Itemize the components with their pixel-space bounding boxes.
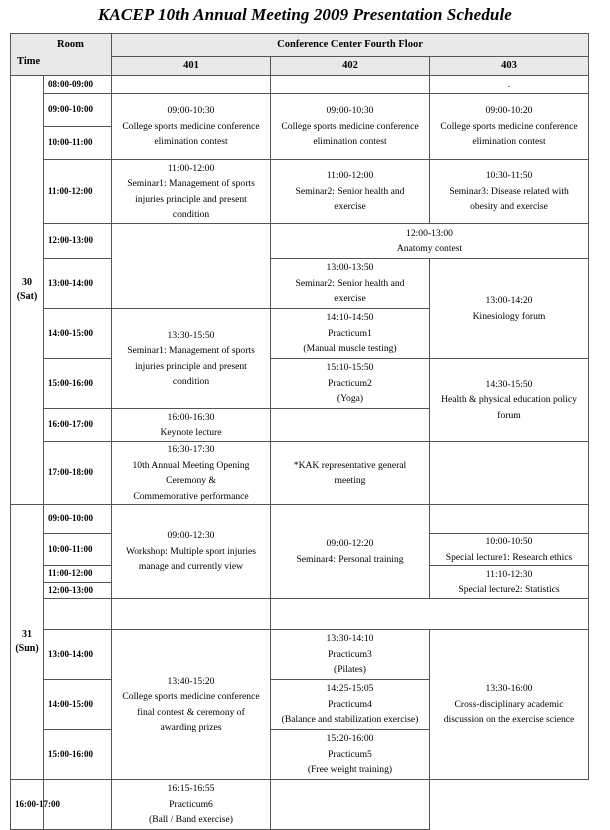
floor-header: Conference Center Fourth Floor bbox=[112, 34, 589, 57]
session-title: College sports medicine conference bbox=[122, 120, 260, 132]
session-cell bbox=[271, 94, 430, 160]
session-title: elimination contest bbox=[472, 136, 546, 148]
session-time: 14:30-15:50 bbox=[485, 378, 533, 390]
session-time: 14:25-15:05 bbox=[326, 683, 374, 695]
empty-cell bbox=[112, 76, 271, 94]
session-time: 13:30-16:00 bbox=[485, 683, 533, 695]
session-cell bbox=[430, 359, 589, 442]
session-cell bbox=[112, 505, 271, 599]
session-title: (Free weight training) bbox=[307, 764, 393, 776]
session-title: Practicum2 bbox=[328, 377, 372, 389]
time-slot: 17:00-18:00 bbox=[44, 442, 112, 505]
session-title: injuries principle and present bbox=[135, 360, 247, 372]
session-title: Kinesiology forum bbox=[472, 310, 546, 322]
session-title: condition bbox=[172, 376, 210, 387]
empty-cell bbox=[271, 599, 589, 630]
session-cell bbox=[271, 630, 430, 680]
session-title: obesity and exercise bbox=[470, 201, 548, 213]
empty-cell bbox=[271, 409, 430, 442]
time-slot: 10:00-11:00 bbox=[44, 534, 112, 566]
session-title: Special lecture2: Statistics bbox=[458, 584, 560, 595]
time-slot: 09:00-10:00 bbox=[44, 94, 112, 127]
session-cell bbox=[430, 534, 589, 566]
session-time: 15:20-16:00 bbox=[326, 733, 374, 745]
empty-cell bbox=[430, 505, 589, 534]
room-header: Room bbox=[57, 39, 84, 50]
header-corner bbox=[11, 34, 112, 76]
session-title: meeting bbox=[334, 475, 366, 486]
time-slot: 11:00-12:00 bbox=[44, 160, 112, 224]
room-402-header: 402 bbox=[271, 57, 430, 76]
session-time: 16:00-16:30 bbox=[167, 411, 215, 423]
session-time: 13:00-13:50 bbox=[326, 262, 374, 274]
session-cell bbox=[271, 224, 589, 259]
session-title: forum bbox=[497, 409, 521, 421]
session-title: Special lecture1: Research ethics bbox=[445, 551, 573, 563]
session-title: injuries principle and present bbox=[135, 193, 247, 205]
session-time: 14:10-14:50 bbox=[326, 312, 374, 324]
session-time: 09:00-12:20 bbox=[326, 538, 374, 549]
session-title: College sports medicine conference bbox=[122, 691, 260, 702]
empty-cell bbox=[430, 442, 589, 505]
session-title: exercise bbox=[334, 293, 366, 305]
session-title: (Pilates) bbox=[334, 664, 366, 676]
session-time: 09:00-10:30 bbox=[326, 105, 374, 117]
session-title: Practicum4 bbox=[328, 698, 372, 710]
session-time: 09:00-12:30 bbox=[167, 530, 215, 542]
time-slot: 13:00-14:00 bbox=[44, 630, 112, 680]
session-title: Practicum5 bbox=[328, 748, 372, 760]
session-title: (Balance and stabilization exercise) bbox=[281, 714, 419, 726]
session-cell bbox=[430, 259, 589, 359]
session-time: 12:00-13:00 bbox=[406, 227, 453, 239]
time-slot: 14:00-15:00 bbox=[44, 309, 112, 359]
session-time: 13:30-14:10 bbox=[326, 633, 374, 645]
day-number: 31 bbox=[22, 629, 32, 640]
session-title: condition bbox=[172, 209, 210, 220]
session-title: College sports medicine conference bbox=[281, 120, 419, 132]
session-title: College sports medicine conference bbox=[440, 120, 578, 132]
session-cell bbox=[271, 730, 430, 780]
session-title: Seminar3: Disease related with bbox=[449, 185, 569, 197]
empty-cell bbox=[271, 76, 430, 94]
session-title: Seminar2: Senior health and bbox=[295, 277, 405, 289]
session-title: elimination contest bbox=[154, 136, 228, 148]
day-sat bbox=[11, 76, 44, 505]
session-time: 16:30-17:30 bbox=[167, 444, 215, 455]
session-time: 09:00-10:20 bbox=[485, 105, 533, 117]
session-title: awarding prizes bbox=[160, 722, 222, 733]
time-slot: 15:00-16:00 bbox=[44, 730, 112, 780]
session-title: (Ball / Band exercise) bbox=[149, 814, 233, 826]
session-title: Seminar2: Senior health and bbox=[295, 185, 405, 197]
session-cell bbox=[112, 442, 271, 505]
session-title: exercise bbox=[334, 201, 366, 213]
schedule-table bbox=[10, 33, 589, 830]
session-title: (Yoga) bbox=[336, 393, 364, 405]
session-cell bbox=[112, 309, 271, 409]
day-number: 30 bbox=[22, 277, 32, 288]
session-title: Workshop: Multiple sport injuries bbox=[125, 545, 257, 557]
time-header: Time bbox=[17, 55, 41, 67]
session-cell bbox=[112, 630, 271, 780]
room-403-header: 403 bbox=[430, 57, 589, 76]
room-401-header: 401 bbox=[112, 57, 271, 76]
session-title: Cross-disciplinary academic bbox=[454, 698, 564, 710]
session-time: 13:00-14:20 bbox=[485, 295, 533, 306]
day-label: (Sat) bbox=[16, 291, 38, 302]
session-cell bbox=[112, 160, 271, 224]
session-time: 11:00-12:00 bbox=[326, 170, 374, 182]
session-cell bbox=[271, 160, 430, 224]
session-title: (Manual muscle testing) bbox=[303, 343, 397, 355]
empty-cell bbox=[271, 780, 430, 830]
session-title: 10th Annual Meeting Opening bbox=[132, 459, 250, 471]
session-cell bbox=[112, 409, 271, 442]
empty-cell bbox=[112, 224, 271, 309]
session-time: 16:15-16:55 bbox=[167, 783, 215, 795]
session-title: Practicum6 bbox=[169, 798, 213, 810]
session-cell bbox=[271, 359, 430, 409]
session-time: 13:30-15:50 bbox=[167, 329, 215, 341]
session-title: manage and currently view bbox=[138, 561, 244, 573]
session-cell bbox=[271, 309, 430, 359]
session-cell bbox=[430, 94, 589, 160]
time-slot: 09:00-10:00 bbox=[44, 505, 112, 534]
time-slot: 16:00-17:00 bbox=[44, 409, 112, 442]
session-title: Practicum1 bbox=[328, 327, 372, 339]
session-cell bbox=[112, 780, 271, 830]
session-title: Keynote lecture bbox=[160, 427, 222, 438]
session-time: 11:00-12:00 bbox=[167, 162, 215, 174]
time-slot: 13:00-14:00 bbox=[44, 259, 112, 309]
time-slot: 12:00-13:00 bbox=[44, 582, 112, 599]
empty-cell bbox=[112, 599, 271, 630]
session-time: 11:10-12:30 bbox=[485, 568, 533, 580]
session-cell bbox=[430, 160, 589, 224]
time-slot: 14:00-15:00 bbox=[44, 680, 112, 730]
time-slot-blank bbox=[44, 599, 112, 630]
session-cell bbox=[271, 259, 430, 309]
session-cell bbox=[271, 680, 430, 730]
session-title: elimination contest bbox=[313, 136, 387, 148]
day-sun bbox=[11, 505, 44, 780]
session-title: *KAK representative general bbox=[293, 459, 407, 471]
session-time: 15:10-15:50 bbox=[326, 362, 374, 374]
session-time: 10:00-10:50 bbox=[485, 536, 533, 547]
session-title: Commemorative performance bbox=[133, 490, 249, 502]
time-slot: 16:00-17:00 bbox=[11, 780, 44, 830]
time-slot: 12:00-13:00 bbox=[44, 224, 112, 259]
session-title: Seminar1: Management of sports bbox=[127, 178, 255, 189]
time-slot: 08:00-09:00 bbox=[44, 76, 112, 94]
day-label: (Sun) bbox=[15, 643, 39, 654]
session-title: Ceremony & bbox=[166, 475, 216, 486]
session-time: 13:40-15:20 bbox=[167, 675, 215, 687]
session-cell bbox=[271, 505, 430, 599]
session-cell bbox=[430, 566, 589, 599]
session-title: Seminar4: Personal training bbox=[296, 553, 404, 565]
time-slot: 11:00-12:00 bbox=[44, 566, 112, 583]
session-title: Seminar1: Management of sports bbox=[127, 345, 255, 356]
session-cell: . bbox=[430, 76, 589, 94]
session-cell bbox=[271, 442, 430, 505]
session-cell bbox=[112, 94, 271, 160]
page-title: KACEP 10th Annual Meeting 2009 Presentation Schedule bbox=[98, 5, 512, 24]
session-title: discussion on the exercise science bbox=[443, 714, 575, 726]
session-title: final contest & ceremony of bbox=[137, 706, 245, 718]
session-time: 10:30-11:50 bbox=[485, 170, 533, 182]
session-title: Health & physical education policy bbox=[441, 394, 577, 406]
time-slot: 10:00-11:00 bbox=[44, 127, 112, 160]
time-slot: 15:00-16:00 bbox=[44, 359, 112, 409]
session-cell bbox=[430, 630, 589, 780]
session-time: 09:00-10:30 bbox=[167, 105, 215, 117]
session-title: Practicum3 bbox=[328, 648, 372, 660]
session-title: Anatomy contest bbox=[396, 243, 463, 254]
